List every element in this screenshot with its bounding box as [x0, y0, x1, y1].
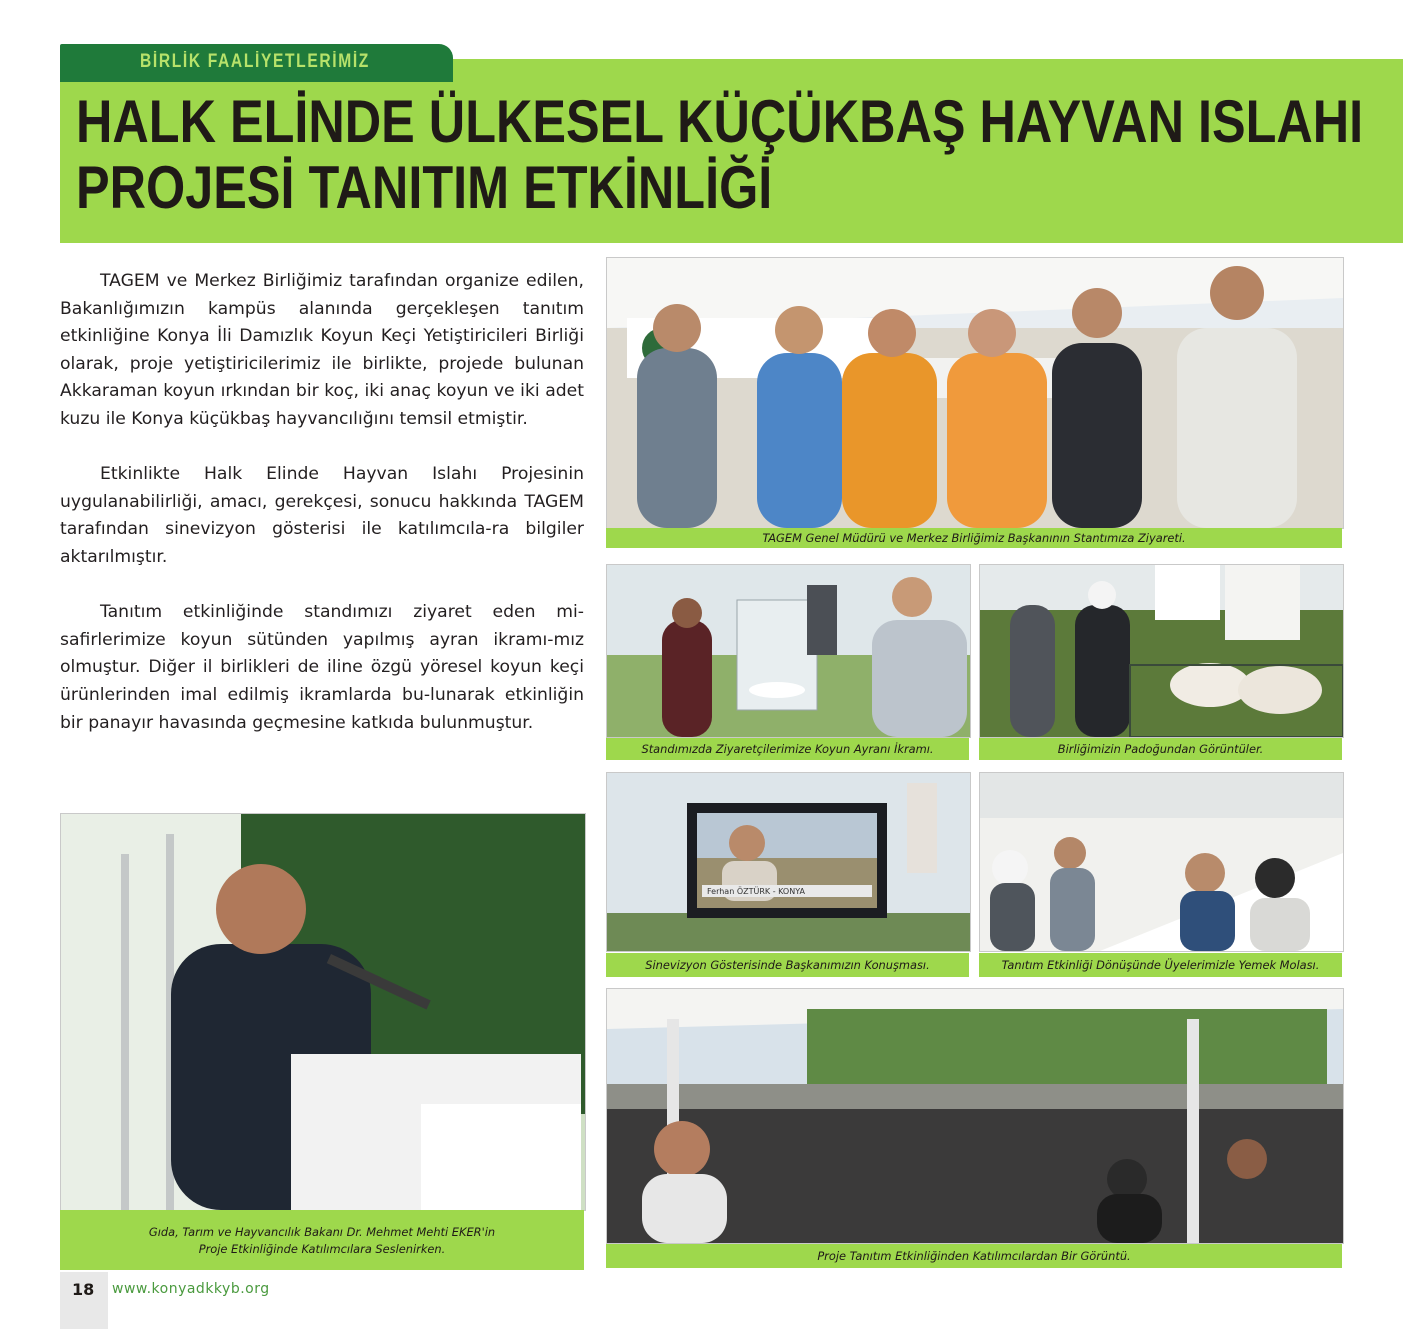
section-label: BİRLİK FAALİYETLERİMİZ — [140, 51, 370, 72]
photo-caption: Standımızda Ziyaretçilerimize Koyun Ayranı İkramı. — [606, 738, 969, 760]
photo-caption: Tanıtım Etkinliği Dönüşünde Üyelerimizle Yemek Molası. — [979, 953, 1342, 977]
article-paragraph: Etkinlikte Halk Elinde Hayvan Islahı Projesinin uygulanabilirliği, amacı, gerekçesi, sonucu hakkında TAGEM tarafından sinevizyon gösterisi ile katılımcıla-ra bilgiler aktarılmıştır. — [60, 464, 584, 567]
photo-crowd — [606, 988, 1344, 1244]
article-paragraph: Tanıtım etkinliğinde standımızı ziyaret eden mi-safirlerimize koyun sütünden yapılmış ayran ikramı-mız olmuştur. Diğer il birlikleri de iline özgü yöresel koyun keçi ürünlerinden imal edilmiş ikramlarda bu-lunarak etkinliğin bir panayır havasında geçmesine katkıda bulunmuştur. — [60, 602, 584, 733]
photo-caption: Proje Tanıtım Etkinliğinden Katılımcılardan Bir Görüntü. — [606, 1244, 1342, 1268]
photo-tagem-visit — [606, 257, 1344, 529]
screen-name-text: Ferhan ÖZTÜRK - KONYA — [707, 887, 805, 896]
article-body — [60, 268, 584, 765]
photo-caption: TAGEM Genel Müdürü ve Merkez Birliğimiz Başkanının Stantımıza Ziyareti. — [606, 528, 1342, 548]
photo-caption: Birliğimizin Padoğundan Görüntüler. — [979, 738, 1342, 760]
section-tab — [60, 44, 453, 82]
photo-sinevizyon — [606, 772, 971, 952]
photo-padok — [979, 564, 1344, 738]
photo-minister — [60, 813, 586, 1211]
page-number: 18 — [72, 1280, 95, 1299]
photo-yemek — [979, 772, 1344, 952]
page-title: HALK ELİNDE ÜLKESEL KÜÇÜKBAŞ HAYVAN ISLAHI PROJESİ TANITIM ETKİNLİĞİ — [76, 88, 1364, 221]
title-band — [60, 59, 1403, 243]
article-paragraph: TAGEM ve Merkez Birliğimiz tarafından organize edilen, Bakanlığımızın kampüs alanında gerçekleşen tanıtım etkinliğine Konya İli Damızlık Koyun Keçi Yetiştiricileri Birliği olarak, proje yetiştiricilerimiz ile birlikte, projede bulunan Akkaraman koyun ırkından bir koç, iki anaç koyun ve iki adet kuzu ile Konya küçükbaş hayvancılığını temsil etmiştir. — [60, 271, 584, 429]
photo-ayran — [606, 564, 971, 738]
photo-caption: Sinevizyon Gösterisinde Başkanımızın Konuşması. — [606, 953, 969, 977]
website-link[interactable]: www.konyadkkyb.org — [112, 1281, 270, 1297]
photo-caption: Gıda, Tarım ve Hayvancılık Bakanı Dr. Mehmet Mehti EKER'in Proje Etkinliğinde Katılımcılara Seslenirken. — [60, 1210, 584, 1270]
